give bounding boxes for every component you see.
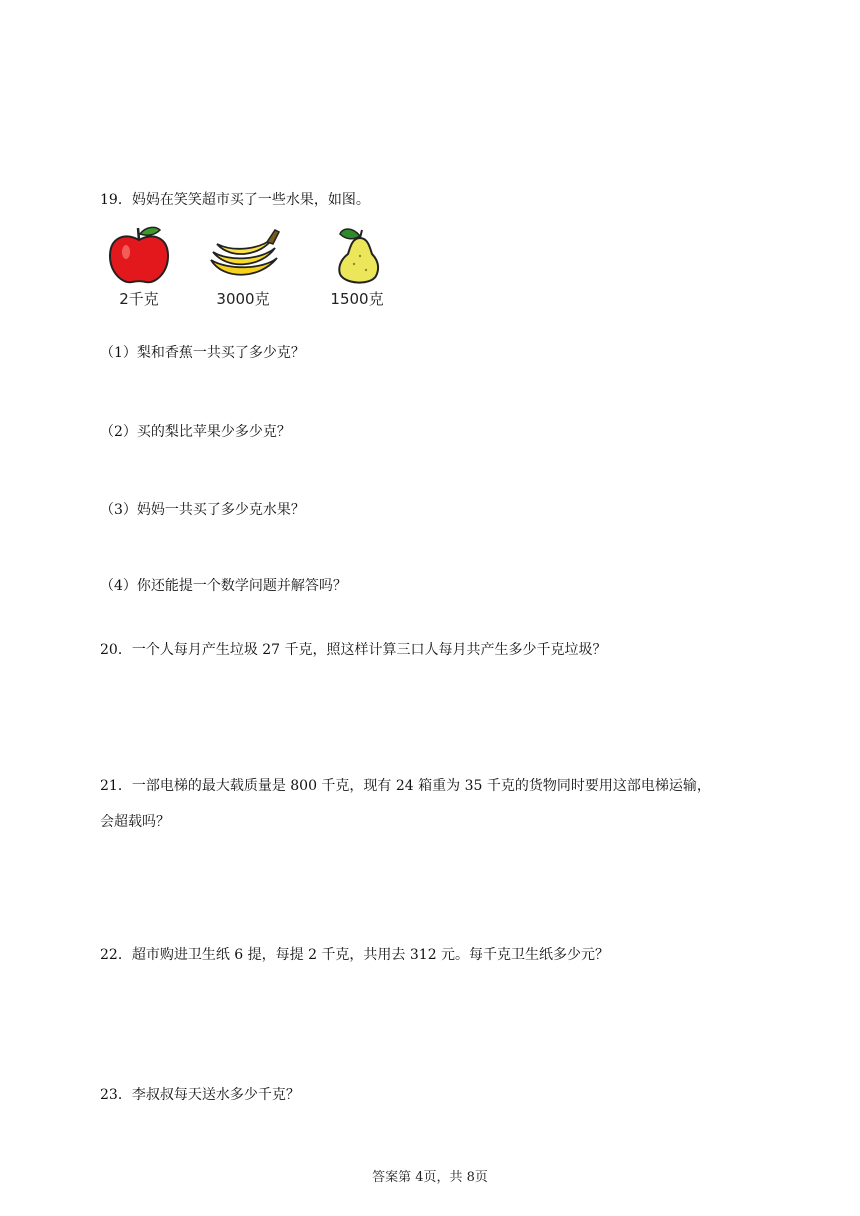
- banana-weight-label: 3000克: [216, 290, 270, 308]
- banana-icon: [203, 224, 283, 286]
- question-19-sub-4: （4）你还能提一个数学问题并解答吗？: [100, 578, 347, 594]
- question-20: 20．一个人每月产生垃圾 27 千克，照这样计算三口人每月共产生多少千克垃圾？: [100, 642, 607, 658]
- fruit-apple: [94, 224, 184, 309]
- question-23: 23．李叔叔每天送水多少千克？: [100, 1087, 300, 1103]
- apple-icon: [104, 224, 174, 286]
- question-19-sub-2: （2）买的梨比苹果少多少克？: [100, 424, 291, 440]
- question-19-sub-3: （3）妈妈一共买了多少克水果？: [100, 502, 305, 518]
- question-19-stem: 19．妈妈在笑笑超市买了一些水果，如图。: [100, 192, 370, 208]
- pear-icon: [322, 224, 392, 286]
- question-21-line-2: 会超载吗？: [100, 814, 170, 830]
- apple-weight-label: 2千克: [119, 290, 159, 308]
- question-21-line-1: 21．一部电梯的最大载质量是 800 千克，现有 24 箱重为 35 千克的货物同时要用这部电梯运输，: [100, 778, 711, 794]
- question-22: 22．超市购进卫生纸 6 提，每提 2 千克，共用去 312 元。每千克卫生纸多少元？: [100, 947, 610, 963]
- page-footer: 答案第 4页，共 8页: [372, 1170, 488, 1185]
- fruit-banana: [198, 224, 288, 309]
- pear-weight-label: 1500克: [330, 290, 384, 308]
- question-19-sub-1: （1）梨和香蕉一共买了多少克？: [100, 345, 305, 361]
- fruit-pear: [312, 224, 402, 309]
